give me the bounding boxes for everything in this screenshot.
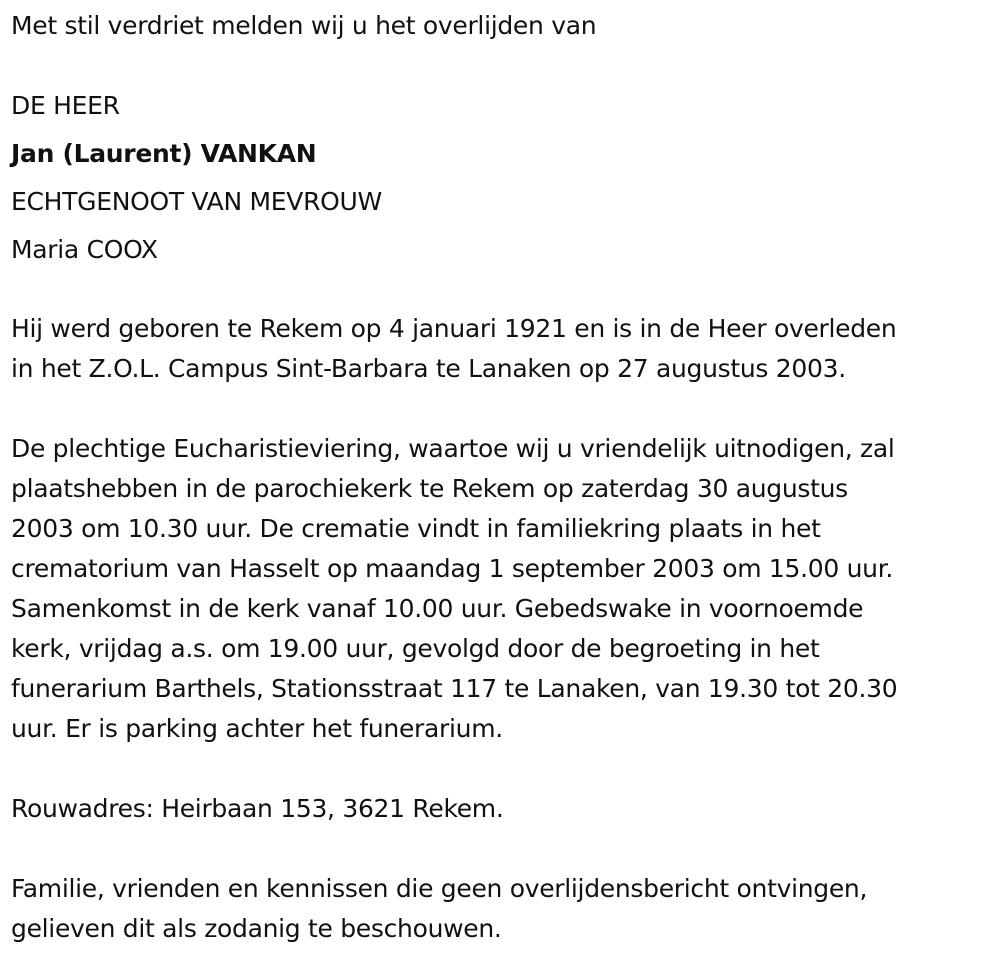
- paragraph-line: uur. Er is parking achter het funerarium.: [11, 714, 503, 743]
- address-paragraph: [11, 789, 986, 829]
- family-note-paragraph: [11, 869, 986, 949]
- honorific-title: DE HEER: [11, 91, 120, 120]
- paragraph-line: kerk, vrijdag a.s. om 19.00 uur, gevolgd door de begroeting in het: [11, 634, 820, 663]
- paragraph-line: funerarium Barthels, Stationsstraat 117 te Lanaken, van 19.30 tot 20.30: [11, 674, 898, 703]
- paragraph-line: Familie, vrienden en kennissen die geen overlijdensbericht ontvingen,: [11, 874, 868, 903]
- paragraph-line: crematorium van Hasselt op maandag 1 september 2003 om 15.00 uur.: [11, 554, 894, 583]
- deceased-name: Jan (Laurent) VANKAN: [11, 139, 317, 168]
- intro-line: Met stil verdriet melden wij u het overlijden van: [11, 11, 597, 40]
- paragraph-line: Hij werd geboren te Rekem op 4 januari 1921 en is in de Heer overleden: [11, 314, 897, 343]
- service-paragraph: [11, 429, 986, 749]
- birth-death-paragraph: [11, 309, 986, 389]
- paragraph-line: 2003 om 10.30 uur. De crematie vindt in familiekring plaats in het: [11, 514, 821, 543]
- paragraph-line: in het Z.O.L. Campus Sint-Barbara te Lanaken op 27 augustus 2003.: [11, 354, 846, 383]
- paragraph-line: gelieven dit als zodanig te beschouwen.: [11, 914, 502, 943]
- spouse-name: Maria COOX: [11, 235, 158, 264]
- mourning-address: Rouwadres: Heirbaan 153, 3621 Rekem.: [11, 794, 504, 823]
- paragraph-line: plaatshebben in de parochiekerk te Rekem op zaterdag 30 augustus: [11, 474, 848, 503]
- spouse-label: ECHTGENOOT VAN MEVROUW: [11, 187, 382, 216]
- obituary-notice: [11, 0, 986, 949]
- paragraph-line: Samenkomst in de kerk vanaf 10.00 uur. Gebedswake in voornoemde: [11, 594, 864, 623]
- paragraph-line: De plechtige Eucharistieviering, waartoe wij u vriendelijk uitnodigen, zal: [11, 434, 895, 463]
